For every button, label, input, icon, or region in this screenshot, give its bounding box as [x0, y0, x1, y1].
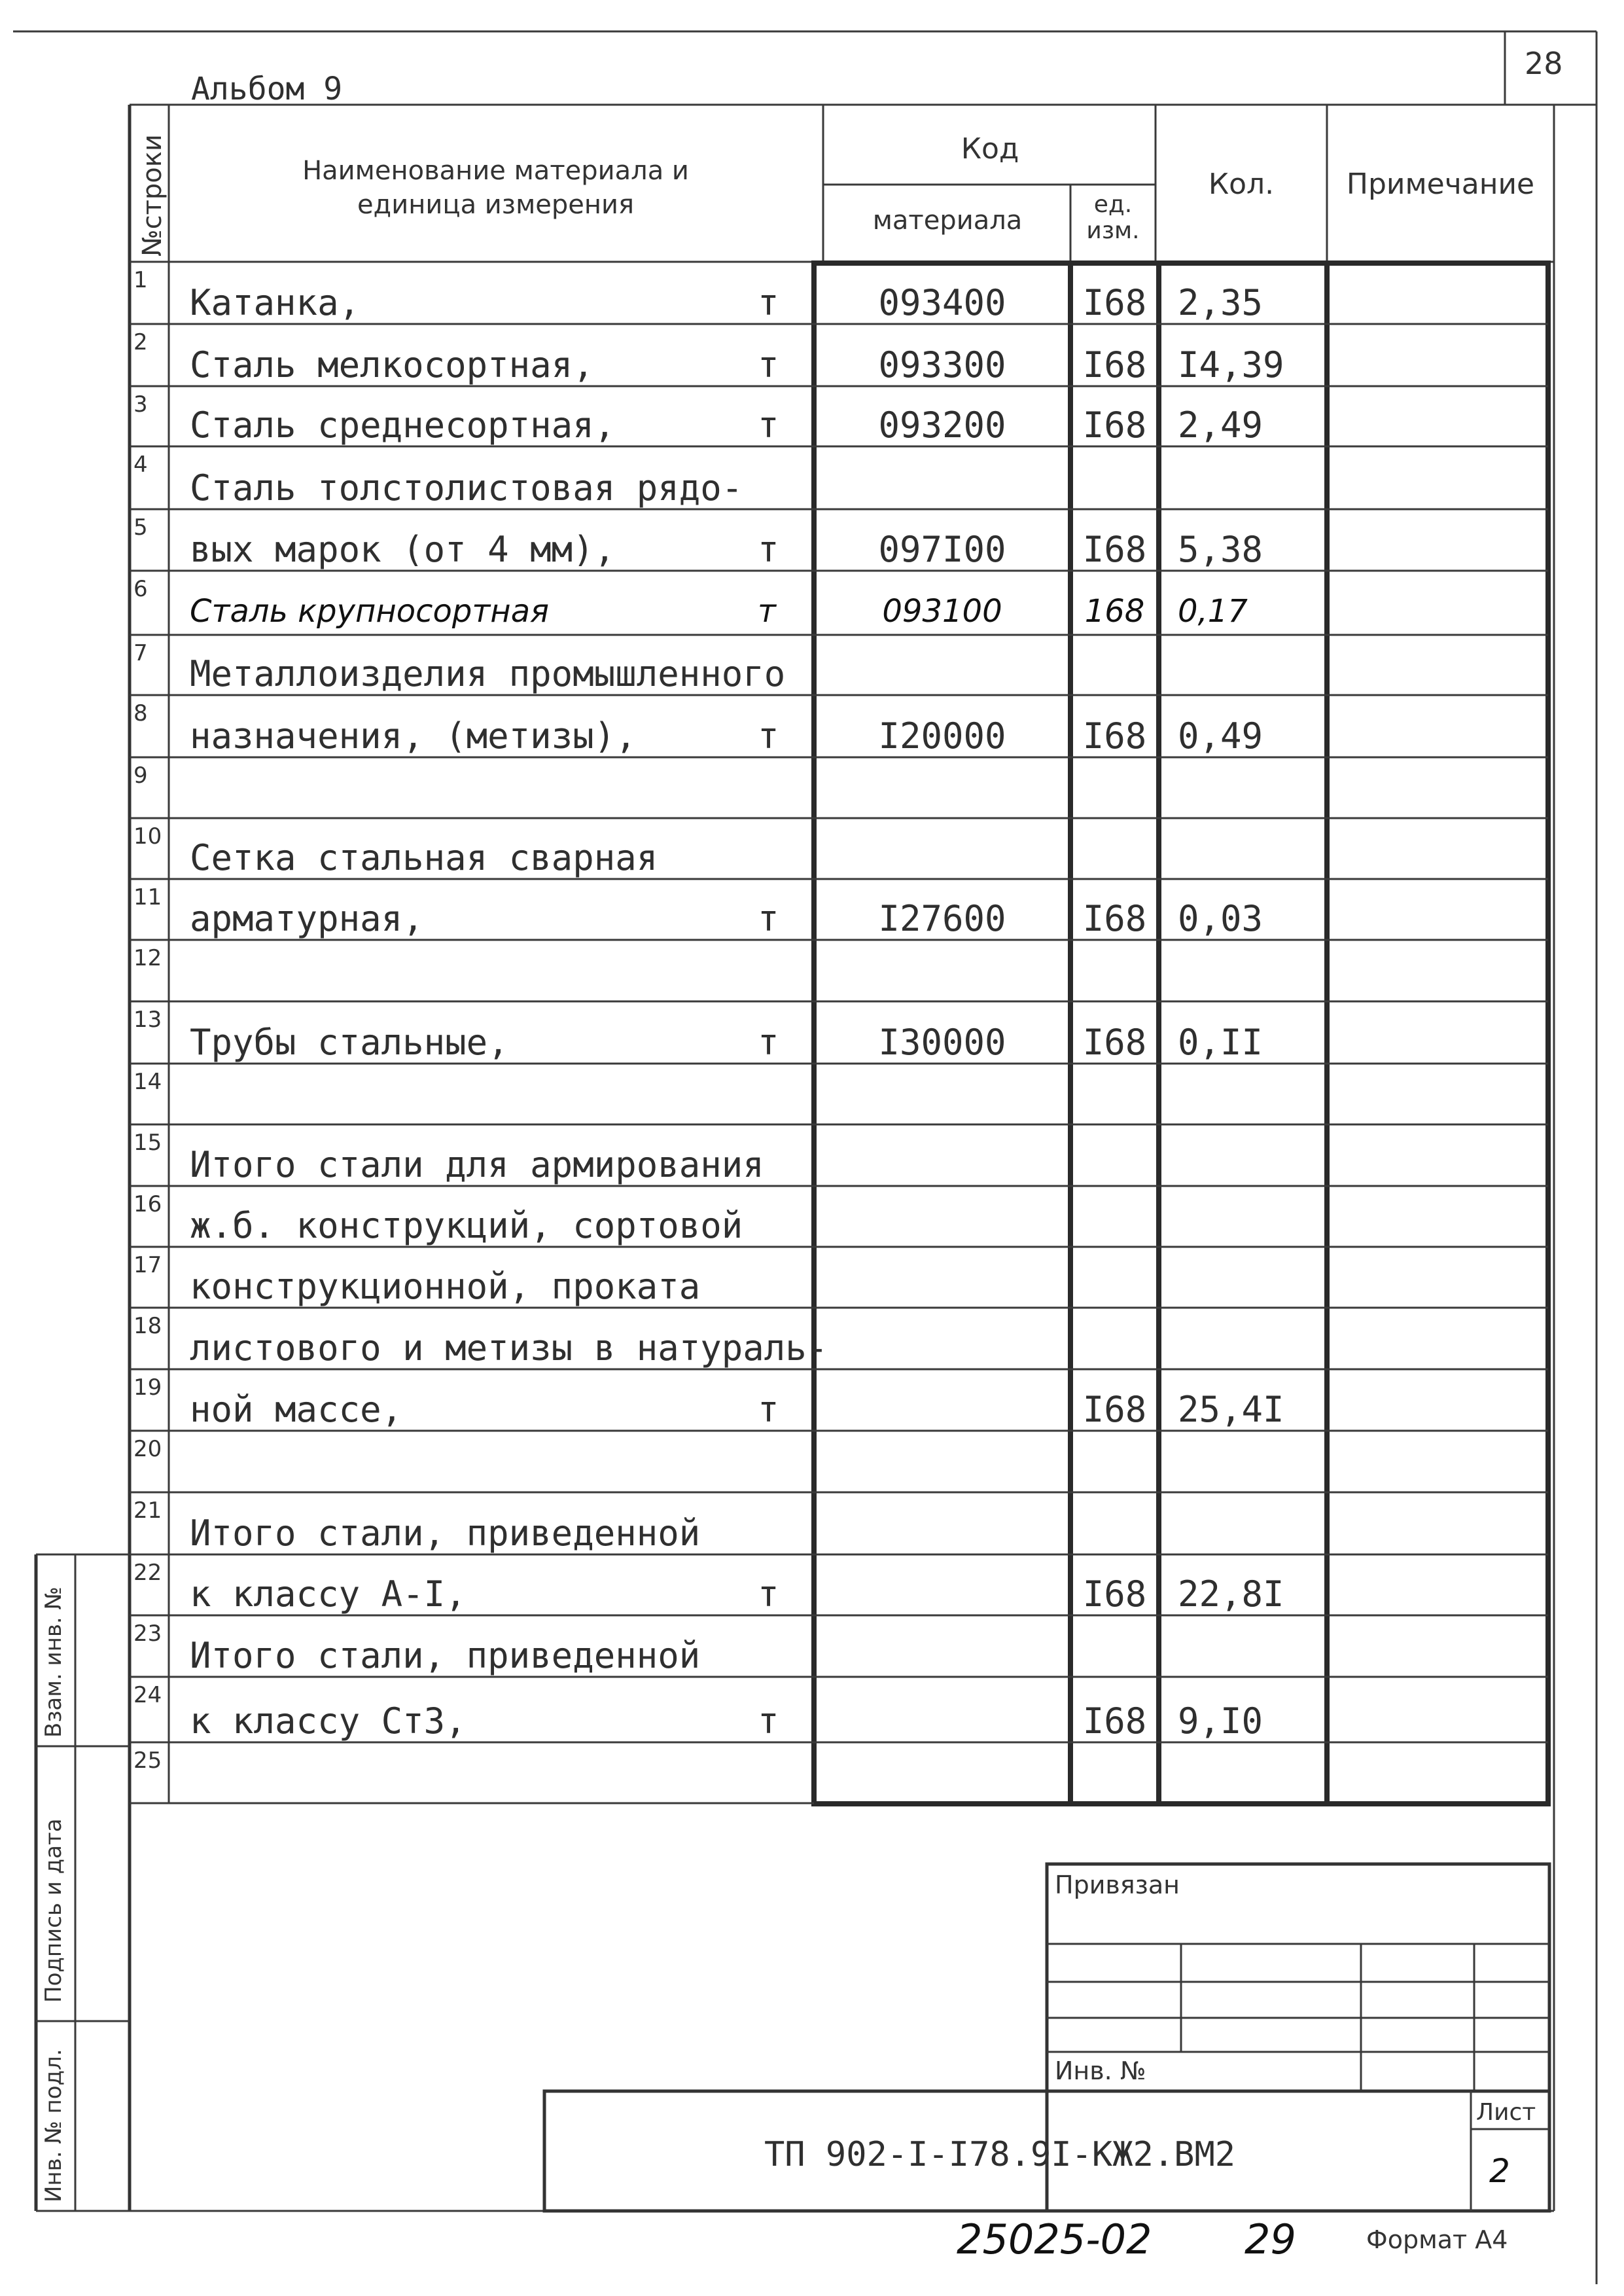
row-material-name: Сталь толстолистовая рядо- [190, 467, 743, 509]
row-unit-code: I68 [1082, 1389, 1147, 1430]
row-unit: т [758, 1389, 779, 1430]
row-quantity: 0,49 [1178, 715, 1263, 757]
row-quantity: 9,I0 [1178, 1700, 1263, 1742]
row-material-name: Итого стали для армирования [190, 1144, 764, 1185]
document-designation: ТП 902-I-I78.9I-КЖ2.ВМ2 [764, 2135, 1236, 2174]
side-vzam-inv: Взам. инв. № [41, 1587, 67, 1738]
row-number: 25 [133, 1748, 162, 1774]
row-number: 18 [133, 1313, 162, 1339]
row-quantity: 5,38 [1178, 529, 1263, 570]
row-material-name: Сталь мелкосортная, [190, 344, 594, 386]
row-number: 7 [133, 640, 148, 666]
header-row-number: №строки [137, 134, 168, 257]
album-title: Альбом 9 [191, 71, 343, 107]
row-material-name: Итого стали, приведенной [190, 1513, 701, 1554]
header-unit-line1: ед. [1093, 191, 1133, 218]
row-unit: т [758, 715, 779, 757]
row-quantity: 0,03 [1178, 898, 1263, 939]
header-quantity: Кол. [1208, 168, 1275, 201]
row-unit-code: I68 [1082, 529, 1147, 570]
row-unit: т [758, 1022, 779, 1063]
row-number: 24 [133, 1682, 162, 1708]
stamp-list-label: Лист [1476, 2099, 1536, 2126]
row-quantity: 2,35 [1178, 282, 1263, 323]
row-number: 9 [133, 762, 148, 789]
row-unit: т [758, 404, 779, 446]
row-number: 21 [133, 1498, 162, 1524]
row-material-name: арматурная, [190, 898, 424, 939]
row-unit-code: I68 [1082, 1700, 1147, 1742]
header-name-line1: Наименование материала и [302, 156, 689, 186]
row-unit-code: 168 [1084, 593, 1145, 630]
stamp-privyazan: Привязан [1055, 1871, 1180, 1899]
header-name-line2: единица измерения [357, 190, 635, 220]
row-unit-code: I68 [1082, 1022, 1147, 1063]
row-material-name: ной массе, [190, 1389, 403, 1430]
row-material-name: к классу А-I, [190, 1573, 467, 1615]
row-unit: т [758, 529, 779, 570]
row-material-code: I20000 [878, 715, 1006, 757]
row-unit: т [758, 1573, 779, 1615]
row-material-name: Сетка стальная сварная [190, 837, 658, 878]
header-code: Код [961, 132, 1019, 166]
row-number: 16 [133, 1191, 162, 1217]
row-material-code: 093400 [878, 282, 1006, 323]
row-number: 13 [133, 1007, 162, 1033]
row-number: 15 [133, 1130, 162, 1156]
row-material-code: 093300 [878, 344, 1006, 386]
row-number: 20 [133, 1436, 162, 1462]
row-material-name: Трубы стальные, [190, 1022, 509, 1063]
row-quantity: I4,39 [1178, 344, 1284, 386]
row-material-name: Катанка, [190, 282, 361, 323]
row-material-name: назначения, (метизы), [190, 715, 637, 757]
row-material-name: конструкционной, проката [190, 1266, 701, 1307]
row-unit: т [758, 344, 779, 386]
row-number: 23 [133, 1621, 162, 1647]
row-number: 12 [133, 945, 162, 971]
row-unit-code: I68 [1082, 898, 1147, 939]
row-number: 8 [133, 700, 148, 726]
row-number: 11 [133, 884, 162, 910]
row-material-name: Итого стали, приведенной [190, 1635, 701, 1676]
row-quantity: 2,49 [1178, 404, 1263, 446]
header-note: Примечание [1346, 168, 1535, 201]
stamp-inv-no: Инв. № [1055, 2056, 1146, 2085]
row-material-name: к классу Ст3, [190, 1700, 467, 1742]
row-material-code: 093100 [882, 593, 1002, 630]
header-unit-line2: изм. [1086, 217, 1140, 244]
row-material-name: вых марок (от 4 мм), [190, 529, 616, 570]
row-quantity: 0,II [1178, 1022, 1263, 1063]
row-number: 14 [133, 1069, 162, 1095]
row-material-name: листового и метизы в натураль- [190, 1327, 828, 1369]
row-number: 6 [133, 576, 148, 602]
row-number: 4 [133, 452, 148, 478]
side-podpis-data: Подпись и дата [41, 1818, 67, 2003]
row-material-name: ж.б. конструкций, сортовой [190, 1205, 743, 1246]
side-inv-podl: Инв. № подл. [41, 2049, 67, 2202]
page-number: 28 [1525, 46, 1563, 81]
footer-number-left: 25025-02 [957, 2215, 1152, 2263]
row-material-code: I27600 [878, 898, 1006, 939]
row-material-code: 093200 [878, 404, 1006, 446]
row-number: 17 [133, 1252, 162, 1278]
row-unit-code: I68 [1082, 282, 1147, 323]
row-number: 5 [133, 514, 148, 541]
row-quantity: 25,4I [1178, 1389, 1284, 1430]
row-number: 2 [133, 329, 148, 355]
row-number: 10 [133, 823, 162, 850]
row-unit-code: I68 [1082, 715, 1147, 757]
row-material-name: Сталь крупносортная [190, 593, 549, 630]
row-number: 1 [133, 267, 148, 293]
row-number: 22 [133, 1560, 162, 1586]
row-material-code: I30000 [878, 1022, 1006, 1063]
row-unit-code: I68 [1082, 344, 1147, 386]
row-number: 3 [133, 391, 148, 418]
row-unit-code: I68 [1082, 404, 1147, 446]
row-quantity: 22,8I [1178, 1573, 1284, 1615]
row-material-name: Сталь среднесортная, [190, 404, 616, 446]
footer-number-right: 29 [1244, 2215, 1296, 2263]
row-unit: т [758, 282, 779, 323]
row-material-name: Металлоизделия промышленного [190, 653, 786, 694]
row-unit: т [758, 593, 776, 630]
row-quantity: 0,17 [1178, 593, 1248, 630]
row-unit: т [758, 898, 779, 939]
footer-format: Формат А4 [1366, 2225, 1508, 2254]
row-unit: т [758, 1700, 779, 1742]
stamp-list-number: 2 [1489, 2152, 1510, 2190]
row-material-code: 097I00 [878, 529, 1006, 570]
row-number: 19 [133, 1374, 162, 1401]
header-material-code: материала [872, 206, 1023, 236]
row-unit-code: I68 [1082, 1573, 1147, 1615]
